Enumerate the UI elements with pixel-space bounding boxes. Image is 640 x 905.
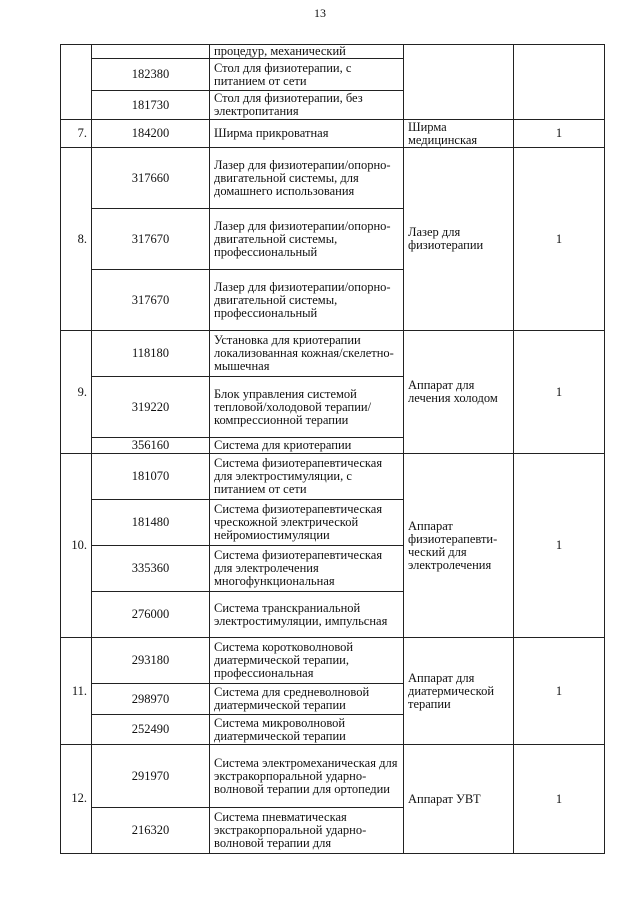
item-code: 356160 (92, 438, 210, 454)
item-name: Система пневматическая экстракорпоральной ударно-волновой терапии для (210, 808, 404, 854)
item-name: Установка для криотерапии локализованная кожная/скелетно-мышечная (210, 331, 404, 377)
item-name: Блок управления системой тепловой/холодовой терапии/компрессионной терапии (210, 377, 404, 438)
group-name: Ширма медицинская (404, 120, 514, 148)
item-code: 317670 (92, 209, 210, 270)
row-number: 8. (61, 148, 92, 331)
table-row (61, 148, 605, 209)
item-code: 184200 (92, 120, 210, 148)
item-name: Стол для физиотерапии, без электропитания (210, 91, 404, 120)
item-name: Стол для физиотерапии, с питанием от сети (210, 59, 404, 91)
page-number: 13 (314, 6, 326, 20)
item-name: Система для криотерапии (210, 438, 404, 454)
item-name: Лазер для физиотерапии/опорно-двигательной системы, для домашнего использования (210, 148, 404, 209)
group-name: Аппарат для диатермической терапии (404, 638, 514, 745)
table-row (61, 745, 605, 808)
group-name (404, 45, 514, 120)
equipment-table (60, 44, 605, 854)
item-code: 317660 (92, 148, 210, 209)
table-row (61, 45, 605, 59)
item-code: 293180 (92, 638, 210, 684)
table-row (61, 454, 605, 500)
item-code: 319220 (92, 377, 210, 438)
item-name: Система для средневолновой диатермической терапии (210, 684, 404, 715)
item-name: Система физиотерапевтическая для электролечения многофункциональная (210, 546, 404, 592)
item-code: 276000 (92, 592, 210, 638)
group-quantity: 1 (514, 638, 605, 745)
row-number (61, 45, 92, 120)
item-name: Система физиотерапевтическая чрескожной электрической нейромиостимуляции (210, 500, 404, 546)
item-name: процедур, механический (210, 45, 404, 59)
group-name: Аппарат УВТ (404, 745, 514, 854)
item-name: Лазер для физиотерапии/опорно-двигательной системы, профессиональный (210, 209, 404, 270)
group-name: Аппарат физиотерапевти-ческий для электролечения (404, 454, 514, 638)
item-code: 298970 (92, 684, 210, 715)
item-name: Ширма прикроватная (210, 120, 404, 148)
item-code: 252490 (92, 715, 210, 745)
table-row (61, 331, 605, 377)
group-quantity: 1 (514, 745, 605, 854)
table-row (61, 120, 605, 148)
item-name: Система коротковолновой диатермической терапии, профессиональная (210, 638, 404, 684)
item-code (92, 45, 210, 59)
item-name: Система транскраниальной электростимуляции, импульсная (210, 592, 404, 638)
group-name: Аппарат для лечения холодом (404, 331, 514, 454)
group-quantity: 1 (514, 331, 605, 454)
row-number: 7. (61, 120, 92, 148)
item-code: 291970 (92, 745, 210, 808)
item-code: 216320 (92, 808, 210, 854)
group-name: Лазер для физиотерапии (404, 148, 514, 331)
row-number: 12. (61, 745, 92, 854)
group-quantity: 1 (514, 454, 605, 638)
item-code: 182380 (92, 59, 210, 91)
item-name: Система физиотерапевтическая для электростимуляции, с питанием от сети (210, 454, 404, 500)
item-code: 181070 (92, 454, 210, 500)
item-code: 181480 (92, 500, 210, 546)
item-code: 335360 (92, 546, 210, 592)
row-number: 10. (61, 454, 92, 638)
table-row (61, 638, 605, 684)
item-name: Лазер для физиотерапии/опорно-двигательной системы, профессиональный (210, 270, 404, 331)
item-name: Система электромеханическая для экстракорпоральной ударно-волновой терапии для ортопедии (210, 745, 404, 808)
group-quantity: 1 (514, 120, 605, 148)
group-quantity (514, 45, 605, 120)
row-number: 9. (61, 331, 92, 454)
item-code: 181730 (92, 91, 210, 120)
item-code: 118180 (92, 331, 210, 377)
row-number: 11. (61, 638, 92, 745)
item-name: Система микроволновой диатермической терапии (210, 715, 404, 745)
item-code: 317670 (92, 270, 210, 331)
group-quantity: 1 (514, 148, 605, 331)
